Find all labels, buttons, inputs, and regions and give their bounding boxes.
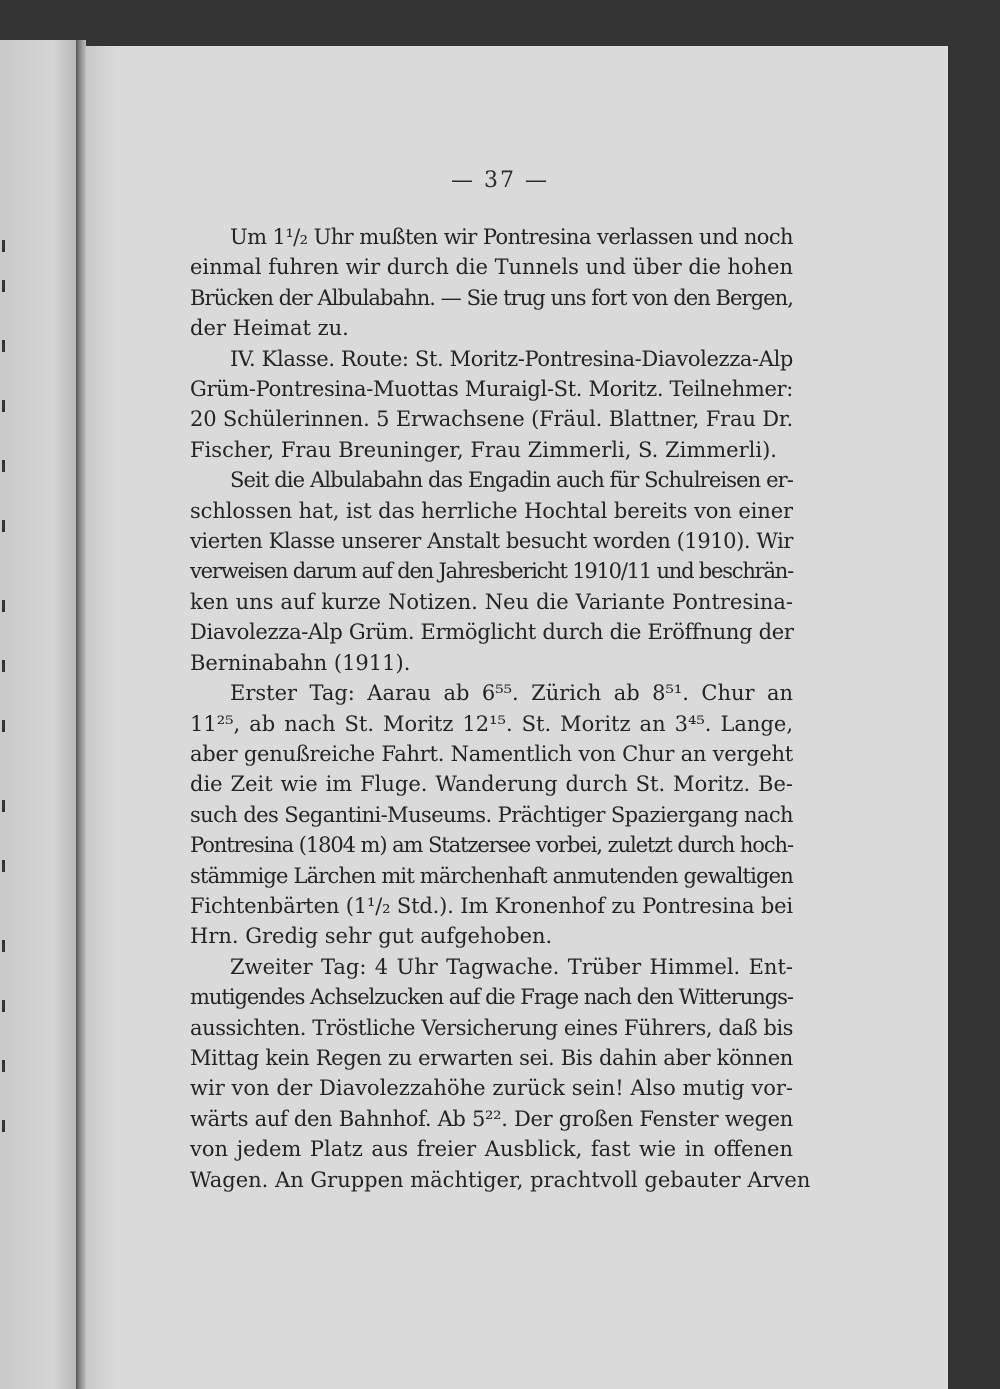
page-body-text	[190, 222, 811, 1195]
text-line: 20 Schülerinnen. 5 Erwachsene (Fräul. Blattner, Frau Dr.	[190, 407, 793, 432]
paragraph-second-day	[190, 952, 811, 1195]
paragraph-albulabahn	[190, 465, 793, 678]
text-line: wärts auf den Bahnhof. Ab 5²². Der großen Fenster wegen	[190, 1106, 793, 1131]
text-line: Fischer, Frau Breuninger, Frau Zimmerli, S. Zimmerli).	[190, 437, 777, 462]
text-line: Diavolezza-Alp Grüm. Ermöglicht durch die Eröffnung der	[190, 620, 794, 645]
text-line: stämmige Lärchen mit märchenhaft anmutenden gewaltigen	[190, 863, 793, 888]
text-line: verweisen darum auf den Jahresbericht 1910/11 und beschrän-	[190, 559, 793, 584]
gutter-shadow	[86, 46, 116, 1389]
text-line: mutigendes Achselzucken auf die Frage nach den Witterungs-	[190, 985, 793, 1010]
text-line: Brücken der Albulabahn. — Sie trug uns fort von den Bergen,	[190, 285, 793, 310]
text-line: einmal fuhren wir durch die Tunnels und über die hohen	[190, 255, 793, 280]
book-spine-gutter	[76, 40, 86, 1389]
text-line: aussichten. Tröstliche Versicherung eines Führers, daß bis	[190, 1015, 793, 1040]
text-line: Hrn. Gredig sehr gut aufgehoben.	[190, 924, 553, 949]
text-line: die Zeit wie im Fluge. Wanderung durch St. Moritz. Be-	[190, 772, 793, 797]
text-line: Um 1¹/₂ Uhr mußten wir Pontresina verlassen und noch	[230, 225, 793, 249]
text-line: wir von der Diavolezzahöhe zurück sein! Also mutig vor-	[190, 1076, 793, 1101]
text-line: Grüm-Pontresina-Muottas Muraigl-St. Moritz. Teilnehmer:	[190, 377, 793, 402]
text-line: von jedem Platz aus freier Ausblick, fast wie in offenen	[190, 1137, 793, 1162]
text-line: Fichtenbärten (1¹/₂ Std.). Im Kronenhof zu Pontresina bei	[190, 893, 793, 918]
text-line: Pontresina (1804 m) am Statzersee vorbei, zuletzt durch hoch-	[190, 833, 793, 858]
text-line: aber genußreiche Fahrt. Namentlich von Chur an vergeht	[190, 741, 793, 766]
text-line: schlossen hat, ist das herrliche Hochtal bereits von einer	[190, 498, 793, 523]
facing-page-text-marks	[2, 40, 12, 1340]
text-line: Wagen. An Gruppen mächtiger, prachtvoll gebauter Arven	[190, 1167, 811, 1192]
text-line: vierten Klasse unserer Anstalt besucht worden (1910). Wir	[190, 529, 793, 554]
text-line: Erster Tag: Aarau ab 6⁵⁵. Zürich ab 8⁵¹. Chur an	[230, 681, 793, 706]
paragraph-class-iv-route	[190, 344, 793, 466]
page-number: — 37 —	[451, 168, 549, 193]
paragraph-first-day	[190, 678, 793, 952]
text-line: such des Segantini-Museums. Prächtiger Spaziergang nach	[190, 802, 793, 827]
text-line: Seit die Albulabahn das Engadin auch für Schulreisen er-	[230, 468, 793, 493]
text-line: IV. Klasse. Route: St. Moritz-Pontresina-Diavolezza-Alp	[230, 346, 793, 371]
paragraph-return-journey	[190, 222, 793, 344]
text-line: ken uns auf kurze Notizen. Neu die Variante Pontresina-	[190, 589, 793, 614]
text-line: 11²⁵, ab nach St. Moritz 12¹⁵. St. Moritz an 3⁴⁵. Lange,	[190, 711, 793, 736]
text-line: Zweiter Tag: 4 Uhr Tagwache. Trüber Himmel. Ent-	[230, 954, 793, 979]
text-line: Mittag kein Regen zu erwarten sei. Bis dahin aber können	[190, 1045, 793, 1070]
text-line: der Heimat zu.	[190, 316, 349, 341]
text-line: Berninabahn (1911).	[190, 650, 411, 675]
